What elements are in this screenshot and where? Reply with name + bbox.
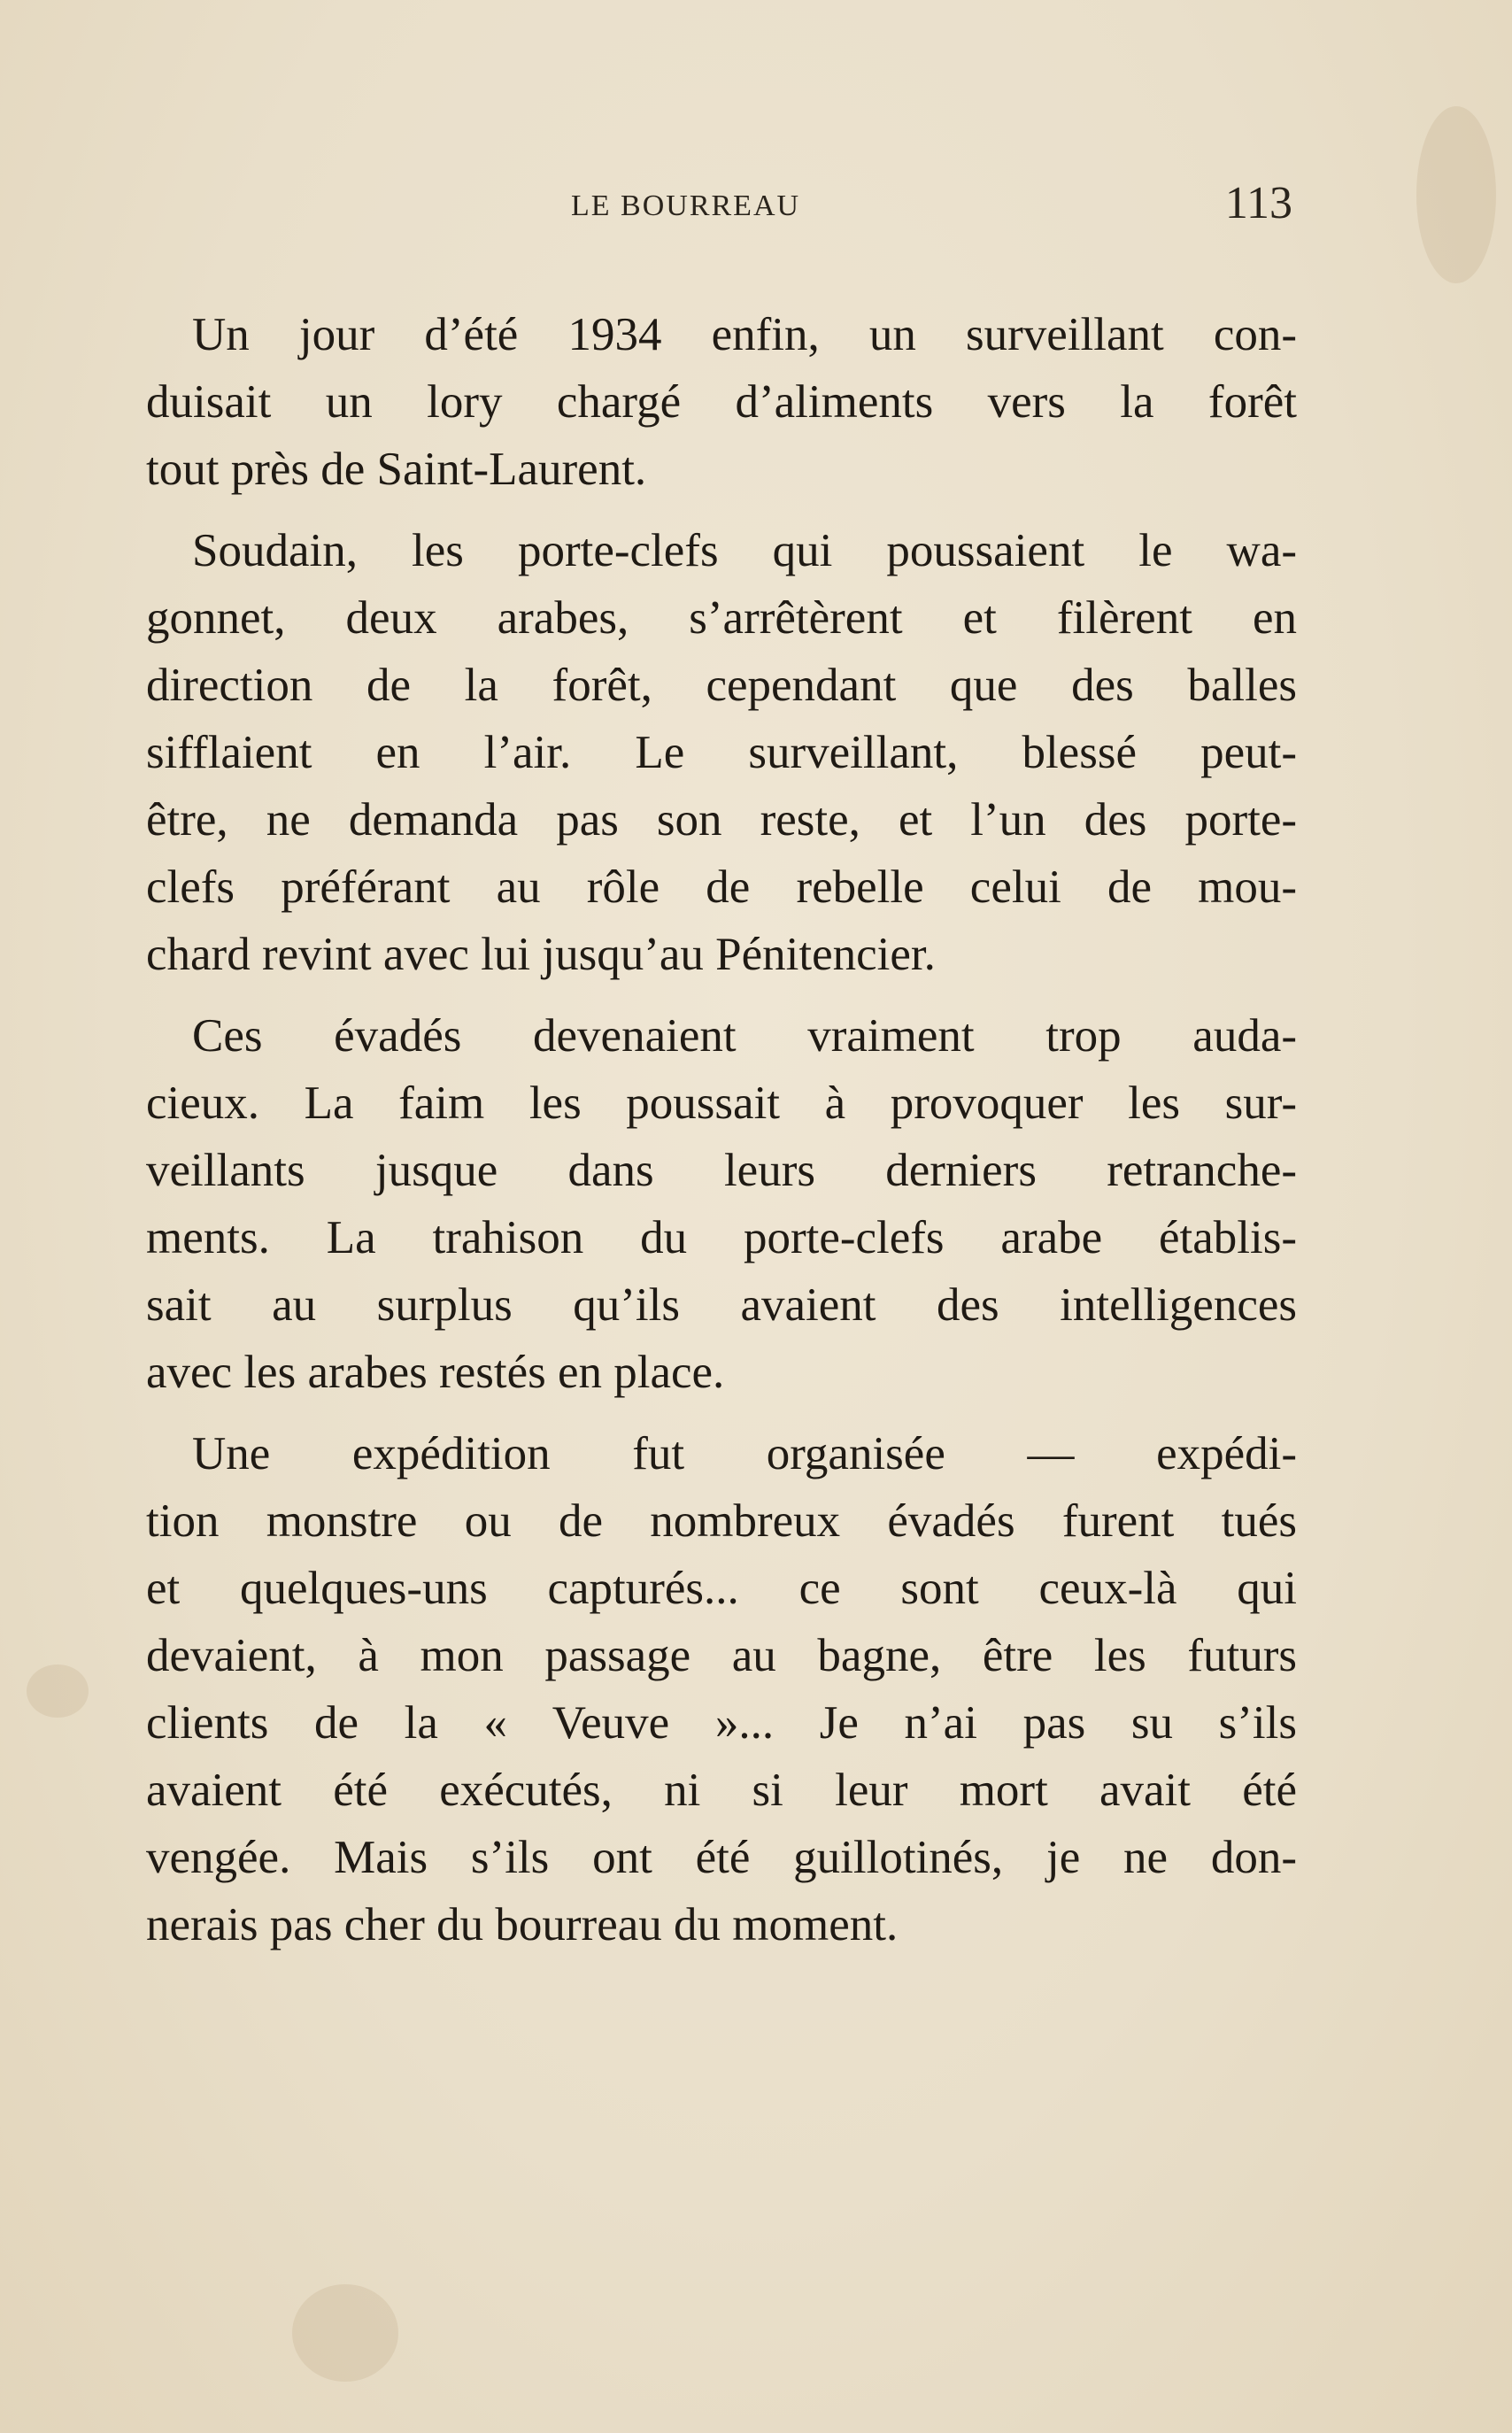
paragraph-1 <box>146 301 1297 503</box>
paper-stain <box>27 1664 89 1718</box>
text-line: clients de la « Veuve »... Je n’ai pas su s’ils <box>146 1697 1297 1749</box>
text-line: avaient été exécutés, ni si leur mort avait été <box>146 1765 1297 1816</box>
text-line: sifflaient en l’air. Le surveillant, blessé peut- <box>146 727 1297 778</box>
body-text <box>146 301 1297 1973</box>
text-line: être, ne demanda pas son reste, et l’un des porte- <box>146 794 1297 846</box>
text-line: vengée. Mais s’ils ont été guillotinés, je ne don- <box>146 1832 1297 1883</box>
text-line: cieux. La faim les poussait à provoquer les sur- <box>146 1077 1297 1129</box>
text-line: duisait un lory chargé d’aliments vers la forêt <box>146 376 1297 428</box>
text-line: veillants jusque dans leurs derniers retranche- <box>146 1145 1297 1196</box>
text-line: devaient, à mon passage au bagne, être les futurs <box>146 1630 1297 1681</box>
paragraph-2 <box>146 517 1297 988</box>
paragraph-3 <box>146 1002 1297 1406</box>
text-line: Soudain, les porte-clefs qui poussaient le wa- <box>192 525 1297 576</box>
text-line: clefs préférant au rôle de rebelle celui de mou- <box>146 861 1297 913</box>
text-line: et quelques-uns capturés... ce sont ceux-là qui <box>146 1563 1297 1614</box>
text-line: sait au surplus qu’ils avaient des intelligences <box>146 1279 1297 1331</box>
text-line: nerais pas cher du bourreau du moment. <box>146 1899 899 1950</box>
text-line: direction de la forêt, cependant que des balles <box>146 660 1297 711</box>
text-line: tout près de Saint-Laurent. <box>146 444 647 495</box>
text-line: chard revint avec lui jusqu’au Pénitencier. <box>146 929 936 980</box>
paragraph-4 <box>146 1420 1297 1958</box>
text-line: Ces évadés devenaient vraiment trop auda- <box>192 1010 1297 1062</box>
text-line: Un jour d’été 1934 enfin, un surveillant con- <box>192 309 1297 360</box>
page-number: 113 <box>1224 178 1292 228</box>
text-line: gonnet, deux arabes, s’arrêtèrent et filèrent en <box>146 592 1297 644</box>
text-line: Une expédition fut organisée — expédi- <box>192 1428 1297 1479</box>
paper-stain <box>1416 106 1496 283</box>
paper-stain <box>292 2284 398 2382</box>
text-line: ments. La trahison du porte-clefs arabe établis- <box>146 1212 1297 1263</box>
running-title: LE BOURREAU <box>571 189 801 222</box>
text-line: avec les arabes restés en place. <box>146 1347 725 1398</box>
running-head <box>142 177 1292 239</box>
text-line: tion monstre ou de nombreux évadés furent tués <box>146 1495 1297 1547</box>
